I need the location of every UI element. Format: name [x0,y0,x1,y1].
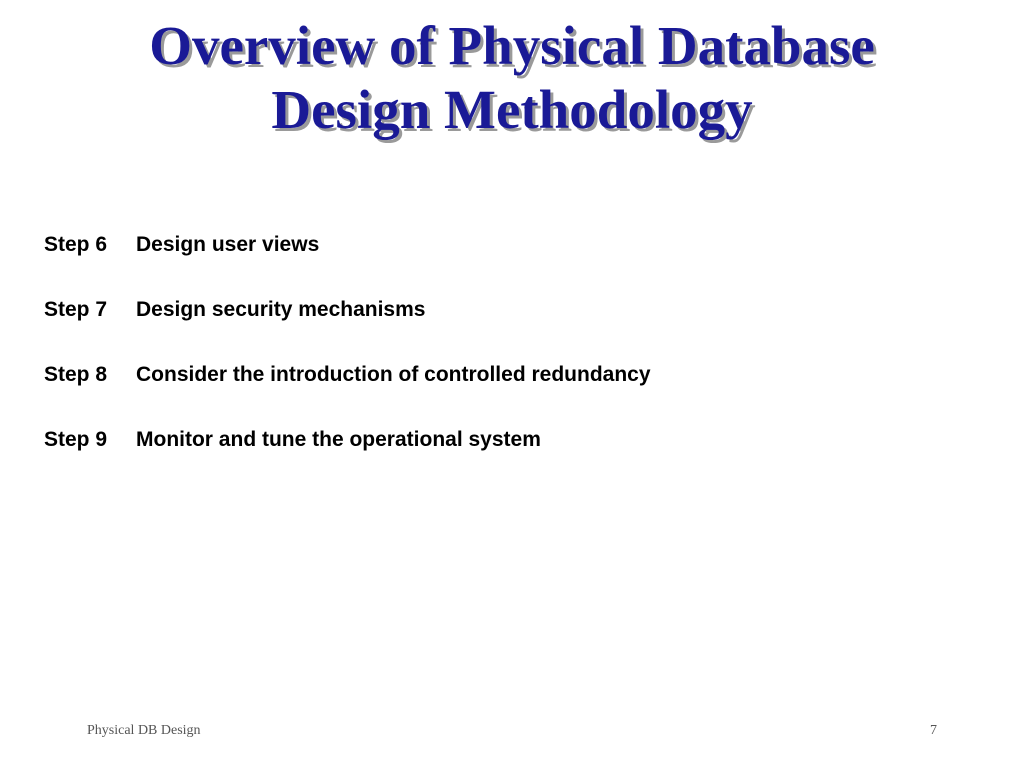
slide-title-line-2: Design Methodology [271,79,753,140]
step-number: Step 6 [44,233,108,256]
slide-title [0,14,1024,142]
step-item [44,424,984,489]
step-number: Step 8 [44,363,108,386]
step-list [44,229,984,489]
step-text: Consider the introduction of controlled redundancy [136,363,651,386]
step-item [44,294,984,359]
step-text: Design user views [136,233,320,256]
footer-title: Physical DB Design [87,723,201,738]
step-item [44,359,984,424]
step-text: Monitor and tune the operational system [136,428,541,451]
step-text: Design security mechanisms [136,298,426,321]
step-item [44,229,984,294]
page-number: 7 [930,723,937,738]
step-number: Step 9 [44,428,108,451]
step-number: Step 7 [44,298,108,321]
slide-title-line-1: Overview of Physical Database [149,15,875,76]
